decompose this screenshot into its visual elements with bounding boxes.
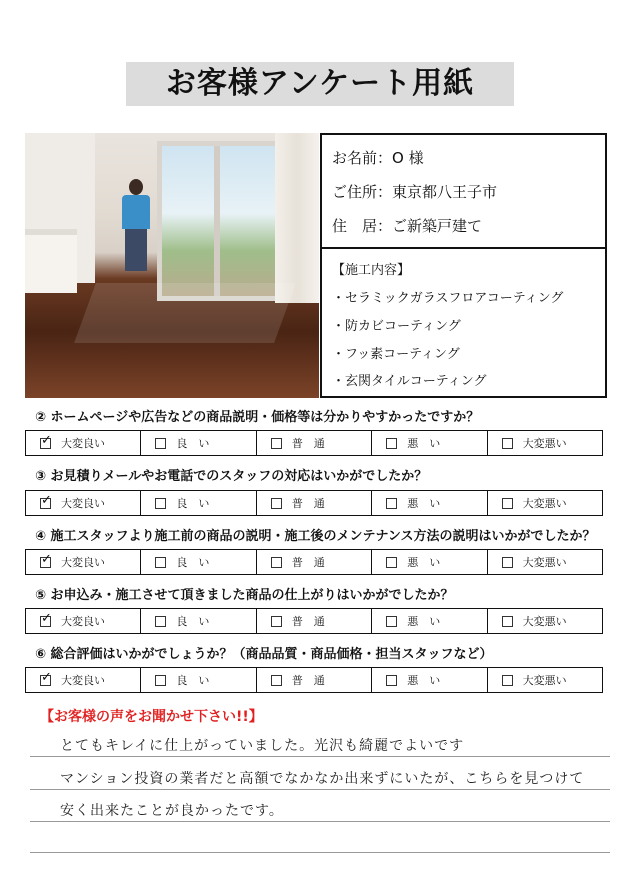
room-photo [25,133,319,398]
checkbox-icon[interactable] [502,557,513,568]
option-average[interactable]: 普 通 [256,668,371,692]
checkbox-icon[interactable] [271,616,282,627]
checkbox-icon[interactable] [271,498,282,509]
kitchen-counter [25,229,77,293]
window [157,141,285,301]
option-good[interactable]: 良 い [140,668,255,692]
option-bad[interactable]: 悪 い [371,550,486,574]
ruled-line [30,821,610,822]
option-very-good[interactable]: ✓ 大変良い [26,609,140,633]
option-bad[interactable]: 悪 い [371,431,486,455]
ruled-line [30,789,610,790]
work-heading: 【施工内容】 [332,263,411,278]
checkbox-checked-icon[interactable] [40,616,51,627]
option-very-bad[interactable]: 大変悪い [487,609,602,633]
ruled-line [30,852,610,853]
rating-row-5 [25,608,603,634]
option-bad[interactable]: 悪 い [371,609,486,633]
checkbox-icon[interactable] [155,675,166,686]
option-bad[interactable]: 悪 い [371,668,486,692]
option-good[interactable]: 良 い [140,491,255,515]
checkbox-icon[interactable] [502,498,513,509]
work-item: ・玄関タイルコーティング [332,374,487,389]
work-item: ・フッ素コーティング [332,347,460,362]
option-average[interactable]: 普 通 [256,491,371,515]
rating-row-6 [25,667,603,693]
checkbox-icon[interactable] [155,498,166,509]
checkbox-icon[interactable] [386,616,397,627]
checkbox-icon[interactable] [271,438,282,449]
checkbox-checked-icon[interactable] [40,557,51,568]
comment-line: マンション投資の業者だと高額でなかなか出来ずにいたが、こちらを見つけて [60,771,585,787]
checkbox-icon[interactable] [386,557,397,568]
option-bad[interactable]: 悪 い [371,491,486,515]
option-good[interactable]: 良 い [140,550,255,574]
rating-row-4 [25,549,603,575]
option-average[interactable]: 普 通 [256,431,371,455]
question-3: ③ お見積りメールやお電話でのスタッフの対応はいかがでしたか？ [35,469,428,484]
work-item: ・セラミックガラスフロアコーティング [332,291,564,306]
question-5: ⑤ お申込み・施工させて頂きました商品の仕上がりはいかがでしたか？ [35,588,454,603]
checkbox-icon[interactable] [155,557,166,568]
question-4: ④ 施工スタッフより施工前の商品の説明・施工後のメンテナンス方法の説明はいかがでしたか？ [35,529,596,544]
person-legs [125,229,147,271]
checkbox-icon[interactable] [271,557,282,568]
checkbox-icon[interactable] [386,438,397,449]
curtain [275,133,319,303]
customer-residence: 住 居：ご新築戸建て [332,217,483,235]
rating-row-3 [25,490,603,516]
checkbox-icon[interactable] [502,616,513,627]
question-2: ② ホームページや広告などの商品説明・価格等は分かりやすかったですか？ [35,410,480,425]
option-very-good[interactable]: ✓ 大変良い [26,431,140,455]
option-average[interactable]: 普 通 [256,609,371,633]
checkbox-icon[interactable] [386,498,397,509]
option-very-bad[interactable]: 大変悪い [487,550,602,574]
person-body [122,195,150,229]
customer-name: お名前：O 様 [332,149,424,167]
checkbox-icon[interactable] [271,675,282,686]
comment-line: 安く出来たことが良かったです。 [60,803,284,819]
rating-row-2 [25,430,603,456]
option-very-bad[interactable]: 大変悪い [487,668,602,692]
option-very-good[interactable]: ✓ 大変良い [26,491,140,515]
ruled-line [30,756,610,757]
person-head [129,179,143,195]
checkbox-icon[interactable] [502,438,513,449]
comment-line: とてもキレイに仕上がっていました。光沢も綺麗でよいです [60,738,465,754]
option-very-bad[interactable]: 大変悪い [487,491,602,515]
checkbox-icon[interactable] [502,675,513,686]
page-title: お客様アンケート用紙 [126,62,514,106]
checkbox-icon[interactable] [155,616,166,627]
checkbox-icon[interactable] [386,675,397,686]
work-item: ・防カビコーティング [332,319,461,334]
checkbox-checked-icon[interactable] [40,675,51,686]
customer-address: ご住所：東京都八王子市 [332,183,498,201]
checkbox-checked-icon[interactable] [40,438,51,449]
option-good[interactable]: 良 い [140,431,255,455]
customer-details [322,135,605,249]
customer-info-box [320,133,607,398]
option-good[interactable]: 良 い [140,609,255,633]
option-very-bad[interactable]: 大変悪い [487,431,602,455]
question-6: ⑥ 総合評価はいかがでしょうか？（商品品質・商品価格・担当スタッフなど） [35,647,493,662]
voice-heading: 【お客様の声をお聞かせ下さい!!】 [40,709,263,725]
option-average[interactable]: 普 通 [256,550,371,574]
checkbox-icon[interactable] [155,438,166,449]
checkbox-checked-icon[interactable] [40,498,51,509]
option-very-good[interactable]: ✓ 大変良い [26,550,140,574]
option-very-good[interactable]: ✓ 大変良い [26,668,140,692]
